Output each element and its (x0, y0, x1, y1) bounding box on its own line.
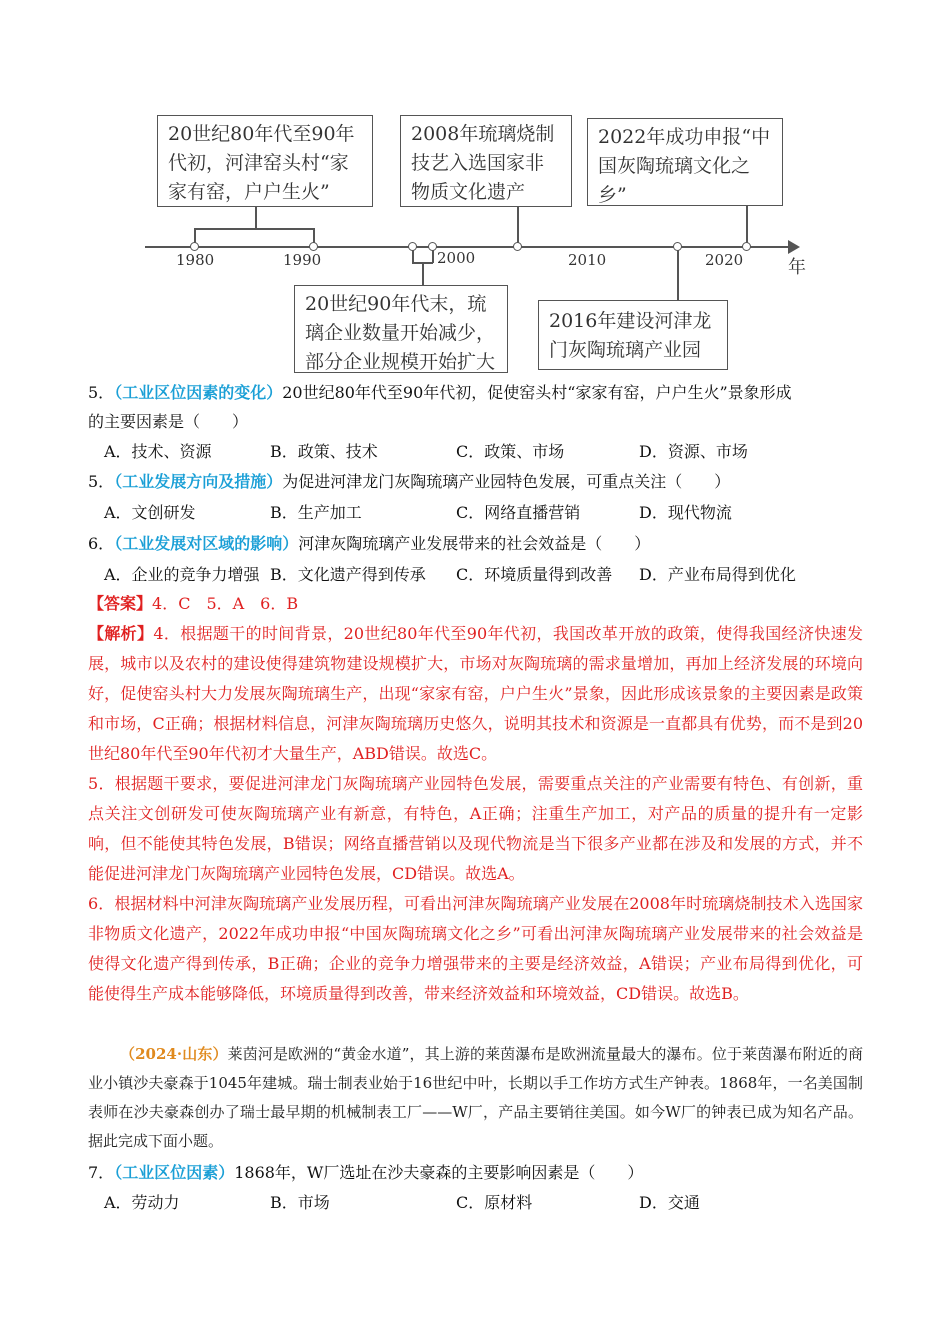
tick-label: 2020 (705, 251, 744, 269)
passage-text: 莱茵河是欧洲的“黄金水道”，其上游的莱茵瀑布是欧洲流量最大的瀑布。位于莱茵瀑布附近的商业小镇沙夫豪森于1045年建城。瑞士制表业始于16世纪中叶，长期以手工作坊方式生产钟表。1868年，一名美国制表师在沙夫豪森创办了瑞士最早期的机械制表工厂——W厂，产品主要销往美国。如今W厂的钟表已成为知名产品。据此完成下面小题。 (88, 1045, 863, 1150)
question-text: 为促进河津龙门灰陶琉璃产业园特色发展，可重点关注（ ） (282, 472, 731, 491)
option-d: D．交通 (639, 1193, 700, 1212)
question-text: 1868年，W厂选址在沙夫豪森的主要影响因素是（ ） (234, 1163, 644, 1182)
timeline-point (513, 242, 522, 251)
analysis-label: 【解析】 (88, 624, 154, 643)
timeline-box-1980s: 20世纪80年代至90年代初，河津窑头村“家家有窑，户户生火” (157, 115, 373, 207)
timeline-point (190, 242, 199, 251)
connector (677, 250, 679, 301)
connector (194, 228, 314, 230)
option-b: B．政策、技术 (270, 442, 378, 461)
option-b: B．生产加工 (270, 503, 362, 522)
option-b: B．市场 (270, 1193, 330, 1212)
question-number: 6． (88, 534, 115, 553)
reading-passage (88, 1040, 863, 1156)
tick-label: 2000 (437, 249, 476, 267)
timeline-point (742, 242, 751, 251)
timeline-box-1990s: 20世纪90年代末，琉璃企业数量开始减少，部分企业规模开始扩大 (294, 285, 508, 373)
analysis-6: 6．根据材料中河津灰陶琉璃产业发展历程，可看出河津灰陶琉璃产业发展在2008年时琉璃烧制技术入选国家非物质文化遗产，2022年成功申报“中国灰陶琉璃文化之乡”可看出河津灰陶琉璃产业发展带来的社会效益是使得文化遗产得到传承，B正确；企业的竞争力增强带来的主要是经济效益，A错误；产业布局得到优化，可能使得生产成本能够降低，环境质量得到改善，带来经济效益和环境效益，CD错误。故选B。 (88, 894, 863, 1003)
option-c: C．原材料 (456, 1193, 533, 1212)
question-5a-line2: 的主要因素是（ ） (88, 412, 249, 431)
timeline-axis (145, 246, 790, 248)
question-tag: （工业区位因素） (114, 1163, 235, 1182)
option-a: A．劳动力 (104, 1193, 180, 1212)
option-c: C．网络直播营销 (456, 503, 581, 522)
axis-unit: 年 (788, 257, 806, 278)
analysis-4 (88, 619, 863, 769)
analysis-text: 4．根据题干的时间背景，20世纪80年代至90年代初，我国改革开放的政策，使得我国经济快速发展，城市以及农村的建设使得建筑物建设规模扩大，市场对灰陶琉璃的需求量增加，再加上经济发展的环境向好，促使窑头村大力发展灰陶琉璃生产，出现“家家有窑，户户生火”景象，因此形成该景象的主要因素是政策和市场，C正确；根据材料信息，河津灰陶琉璃历史悠久，说明其技术和资源是一直都具有优势，而不是到20世纪80年代至90年代初才大量生产，ABD错误。故选C。 (88, 624, 863, 763)
axis-arrow-icon (788, 240, 800, 254)
option-c: C．环境质量得到改善 (456, 565, 613, 584)
timeline-box-2008: 2008年琉璃烧制技艺入选国家非物质文化遗产 (400, 115, 572, 207)
answer-label: 【答案】 (88, 594, 153, 613)
timeline-point (673, 242, 682, 251)
question-number: 5． (88, 383, 115, 402)
question-tag: （工业区位因素的变化） (114, 383, 283, 402)
question-6 (88, 532, 650, 556)
question-number: 7． (88, 1163, 115, 1182)
tick-label: 2010 (568, 251, 607, 269)
option-c: C．政策、市场 (456, 442, 565, 461)
timeline-point (408, 242, 417, 251)
analysis-5: 5．根据题干要求，要促进河津龙门灰陶琉璃产业园特色发展，需要重点关注的产业需要有特色、有创新，重点关注文创研发可使灰陶琉璃产业有新意，有特色，A正确；注重生产加工，对产品的质量的提升有一定影响，但不能使其特色发展，B错误；网络直播营销以及现代物流是当下很多产业都在涉及和发展的方式，并不能促进河津龙门灰陶琉璃产业园特色发展，CD错误。故选A。 (88, 774, 863, 883)
question-text: 河津灰陶琉璃产业发展带来的社会效益是（ ） (298, 534, 651, 553)
question-5b (88, 470, 730, 494)
connector (255, 207, 257, 229)
connector (422, 262, 424, 286)
connector (746, 206, 748, 246)
answer-text: 4．C 5．A 6．B (152, 594, 299, 613)
timeline-point (309, 242, 318, 251)
connector (517, 207, 519, 247)
tick-label: 1980 (176, 251, 215, 269)
passage-source: （2024·山东） (120, 1045, 228, 1063)
question-number: 5． (88, 472, 115, 491)
option-d: D．资源、市场 (639, 442, 748, 461)
answer-line (88, 592, 298, 616)
option-d: D．产业布局得到优化 (639, 565, 796, 584)
option-a: A．企业的竞争力增强 (104, 565, 260, 584)
question-7 (88, 1161, 643, 1185)
timeline-point (428, 242, 437, 251)
option-a: A．文创研发 (104, 503, 196, 522)
option-a: A．技术、资源 (104, 442, 212, 461)
question-tag: （工业发展对区域的影响） (114, 534, 299, 553)
option-b: B．文化遗产得到传承 (270, 565, 426, 584)
question-tag: （工业发展方向及措施） (114, 472, 283, 491)
timeline-box-2022: 2022年成功申报“中国灰陶琉璃文化之乡” (587, 118, 783, 206)
question-text: 20世纪80年代至90年代初，促使窑头村“家家有窑，户户生火”景象形成 (282, 383, 792, 402)
tick-label: 1990 (283, 251, 322, 269)
option-d: D．现代物流 (639, 503, 732, 522)
timeline-box-2016: 2016年建设河津龙门灰陶琉璃产业园 (538, 300, 728, 370)
question-5a (88, 381, 792, 405)
